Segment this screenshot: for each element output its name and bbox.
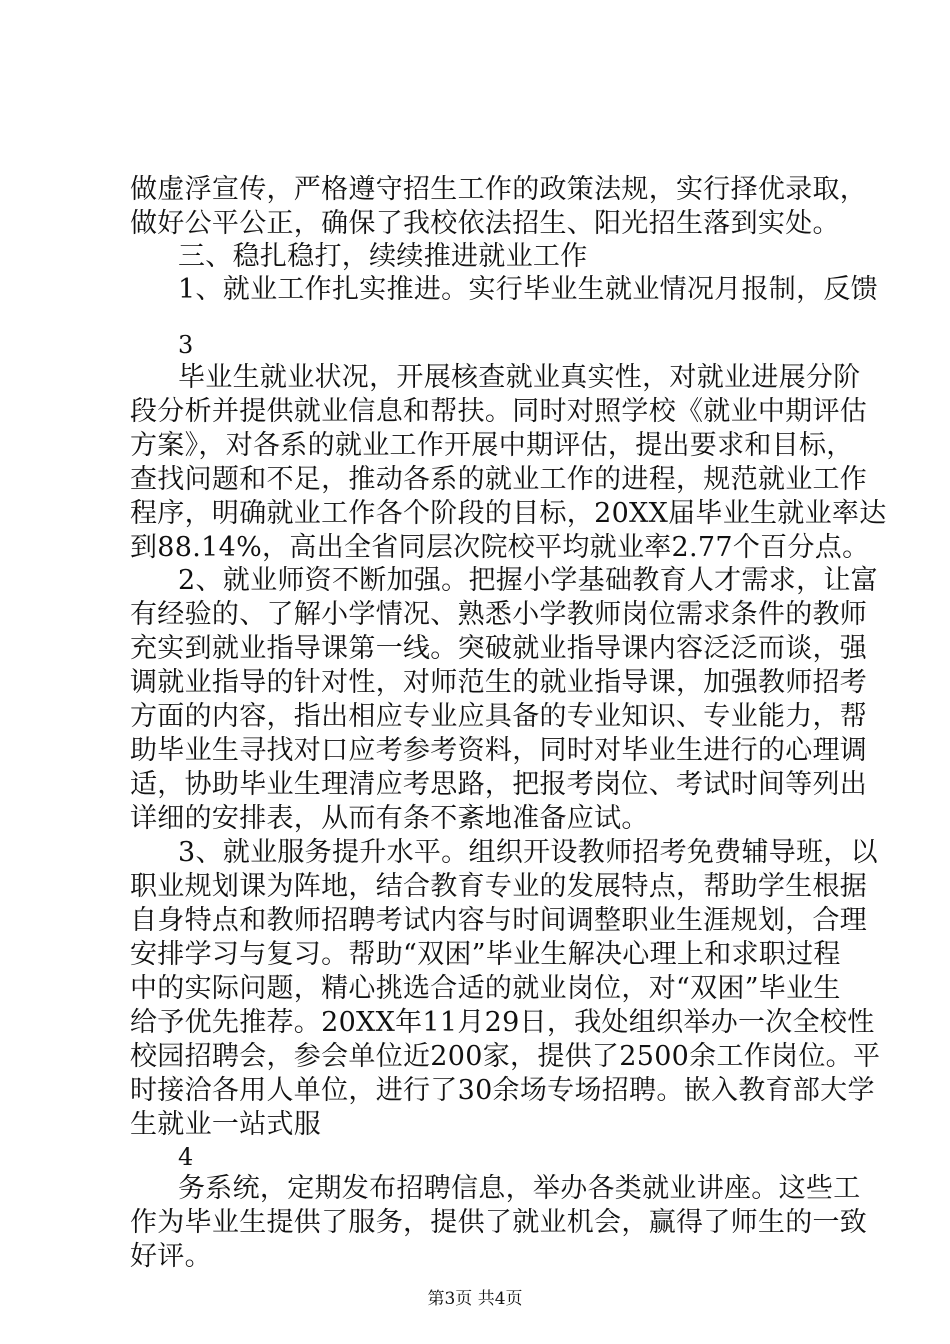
text-line: 充实到就业指导课第一线。突破就业指导课内容泛泛而谈，强 bbox=[130, 633, 868, 664]
text-line: 做好公平公正，确保了我校依法招生、阳光招生落到实处。 bbox=[130, 208, 840, 239]
page-marker: 4 bbox=[178, 1143, 194, 1171]
text-line: 职业规划课为阵地，结合教育专业的发展特点，帮助学生根据 bbox=[130, 871, 868, 902]
text-line: 时接洽各用人单位，进行了30余场专场招聘。嵌入教育部大学 bbox=[130, 1075, 875, 1106]
text-line: 查找问题和不足，推动各系的就业工作的进程，规范就业工作 bbox=[130, 464, 868, 495]
text-line: 生就业一站式服 bbox=[130, 1109, 322, 1140]
paragraph-start: 3、就业服务提升水平。组织开设教师招考免费辅导班，以 bbox=[178, 837, 878, 868]
text-line: 详细的安排表，从而有条不紊地准备应试。 bbox=[130, 803, 649, 834]
page-footer: 第3页 共4页 bbox=[427, 1289, 523, 1309]
section-heading: 三、稳扎稳打，续续推进就业工作 bbox=[178, 241, 588, 272]
text-line: 适，协助毕业生理清应考思路，把报考岗位、考试时间等列出 bbox=[130, 769, 868, 800]
page-marker: 3 bbox=[178, 331, 194, 359]
text-line: 给予优先推荐。20XX年11月29日，我处组织举办一次全校性 bbox=[130, 1007, 875, 1038]
text-line: 中的实际问题，精心挑选合适的就业岗位，对“双困”毕业生 bbox=[130, 973, 841, 1004]
paragraph-start: 1、就业工作扎实推进。实行毕业生就业情况月报制，反馈 bbox=[178, 274, 878, 305]
text-line: 方面的内容，指出相应专业应具备的专业知识、专业能力，帮 bbox=[130, 701, 868, 732]
text-line: 毕业生就业状况，开展核查就业真实性，对就业进展分阶 bbox=[178, 362, 861, 393]
text-line: 自身特点和教师招聘考试内容与时间调整职业生涯规划，合理 bbox=[130, 905, 868, 936]
text-line: 安排学习与复习。帮助“双困”毕业生解决心理上和求职过程 bbox=[130, 939, 841, 970]
text-line: 作为毕业生提供了服务，提供了就业机会，赢得了师生的一致 bbox=[130, 1207, 868, 1238]
text-line: 好评。 bbox=[130, 1241, 212, 1272]
text-line: 段分析并提供就业信息和帮扶。同时对照学校《就业中期评估 bbox=[130, 396, 868, 427]
text-line: 务系统，定期发布招聘信息，举办各类就业讲座。这些工 bbox=[178, 1173, 861, 1204]
text-line: 程序，明确就业工作各个阶段的目标，20XX届毕业生就业率达 bbox=[130, 498, 887, 529]
text-line: 校园招聘会，参会单位近200家，提供了2500余工作岗位。平 bbox=[130, 1041, 881, 1072]
text-line: 方案》，对各系的就业工作开展中期评估，提出要求和目标， bbox=[130, 430, 854, 461]
text-line: 助毕业生寻找对口应考参考资料，同时对毕业生进行的心理调 bbox=[130, 735, 868, 766]
text-line: 到88.14%，高出全省同层次院校平均就业率2.77个百分点。 bbox=[130, 532, 870, 563]
paragraph-start: 2、就业师资不断加强。把握小学基础教育人才需求，让富 bbox=[178, 565, 878, 596]
text-line: 有经验的、了解小学情况、熟悉小学教师岗位需求条件的教师 bbox=[130, 599, 868, 630]
text-line: 调就业指导的针对性，对师范生的就业指导课，加强教师招考 bbox=[130, 667, 868, 698]
text-line: 做虚浮宣传，严格遵守招生工作的政策法规，实行择优录取， bbox=[130, 174, 868, 205]
